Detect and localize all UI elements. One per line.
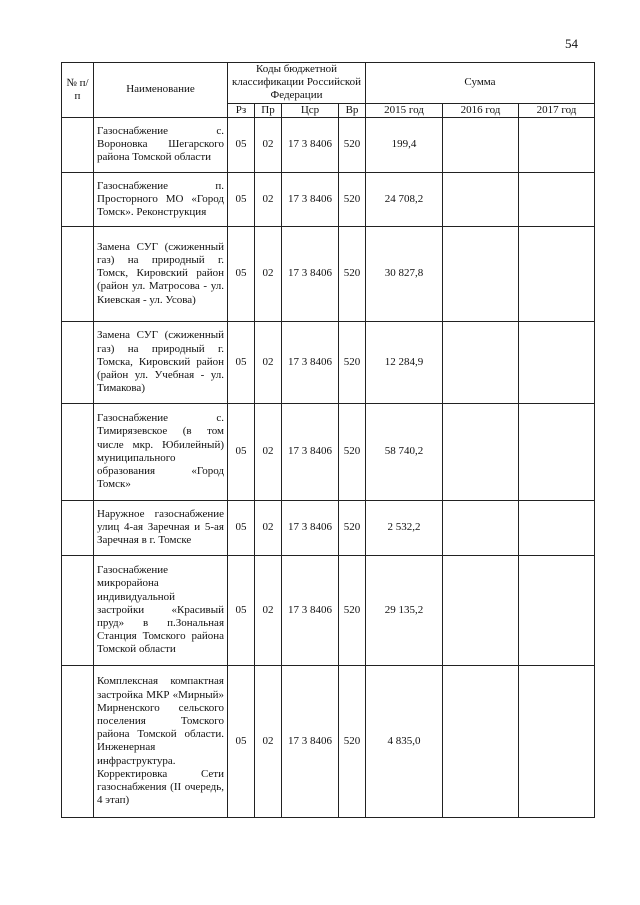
amount-2017-cell (519, 226, 595, 321)
row-number-cell (62, 500, 94, 555)
table-row (62, 665, 595, 817)
rz-cell: 05 (228, 403, 255, 500)
budget-table (61, 62, 595, 818)
pr-cell: 02 (255, 403, 282, 500)
name-cell: Замена СУГ (сжиженный газ) на природный г. Томска, Кировский район (район ул. Учебная - ул. Тимакова) (94, 321, 228, 403)
row-number-cell (62, 117, 94, 172)
column-header-pr: Пр (255, 103, 282, 117)
row-number-cell (62, 555, 94, 665)
amount-2015-cell: 199,4 (366, 117, 443, 172)
name-cell: Газоснабжение с. Тимирязевское (в том числе мкр. Юбилейный) муниципального образования «Город Томск» (94, 403, 228, 500)
amount-2017-cell (519, 117, 595, 172)
csr-cell: 17 3 8406 (282, 665, 339, 817)
table-row (62, 403, 595, 500)
table-body (62, 117, 595, 817)
header-row (62, 63, 595, 104)
amount-2017-cell (519, 555, 595, 665)
row-number-cell (62, 172, 94, 226)
table-row (62, 555, 595, 665)
column-header-vr: Вр (339, 103, 366, 117)
column-header-budget-codes: Коды бюджетной классификации Российской Федерации (228, 63, 366, 104)
pr-cell: 02 (255, 226, 282, 321)
table-row (62, 321, 595, 403)
amount-2016-cell (443, 555, 519, 665)
amount-2015-cell: 12 284,9 (366, 321, 443, 403)
amount-2016-cell (443, 403, 519, 500)
rz-cell: 05 (228, 665, 255, 817)
column-header-sum: Сумма (366, 63, 595, 104)
amount-2016-cell (443, 172, 519, 226)
name-cell: Комплексная компактная застройка МКР «Мирный» Мирненского сельского поселения Томского района Томской области. Инженерная инфраструктура. Корректировка Сети газоснабжения (II очередь, 4 этап) (94, 665, 228, 817)
column-header-2017: 2017 год (519, 103, 595, 117)
vr-cell: 520 (339, 321, 366, 403)
name-cell: Газоснабжение микрорайона индивидуальной застройки «Красивый пруд» в п.Зональная Станция Томского района Томской области (94, 555, 228, 665)
row-number-cell (62, 665, 94, 817)
pr-cell: 02 (255, 172, 282, 226)
amount-2016-cell (443, 665, 519, 817)
rz-cell: 05 (228, 555, 255, 665)
amount-2015-cell: 29 135,2 (366, 555, 443, 665)
table-row (62, 117, 595, 172)
rz-cell: 05 (228, 321, 255, 403)
row-number-cell (62, 403, 94, 500)
csr-cell: 17 3 8406 (282, 321, 339, 403)
rz-cell: 05 (228, 500, 255, 555)
amount-2016-cell (443, 117, 519, 172)
rz-cell: 05 (228, 172, 255, 226)
amount-2017-cell (519, 500, 595, 555)
amount-2016-cell (443, 500, 519, 555)
pr-cell: 02 (255, 665, 282, 817)
vr-cell: 520 (339, 172, 366, 226)
vr-cell: 520 (339, 500, 366, 555)
csr-cell: 17 3 8406 (282, 117, 339, 172)
amount-2015-cell: 58 740,2 (366, 403, 443, 500)
pr-cell: 02 (255, 500, 282, 555)
table-row (62, 500, 595, 555)
page-number: 54 (565, 36, 578, 51)
pr-cell: 02 (255, 117, 282, 172)
amount-2017-cell (519, 665, 595, 817)
pr-cell: 02 (255, 321, 282, 403)
amount-2015-cell: 30 827,8 (366, 226, 443, 321)
vr-cell: 520 (339, 555, 366, 665)
csr-cell: 17 3 8406 (282, 226, 339, 321)
name-cell: Газоснабжение с. Вороновка Шегарского района Томской области (94, 117, 228, 172)
amount-2017-cell (519, 321, 595, 403)
name-cell: Замена СУГ (сжиженный газ) на природный г. Томск, Кировский район (район ул. Матросова - ул. Киевская - ул. Усова) (94, 226, 228, 321)
vr-cell: 520 (339, 226, 366, 321)
row-number-cell (62, 321, 94, 403)
name-cell: Газоснабжение п. Просторного МО «Город Томск». Реконструкция (94, 172, 228, 226)
row-number-cell (62, 226, 94, 321)
rz-cell: 05 (228, 226, 255, 321)
amount-2016-cell (443, 226, 519, 321)
csr-cell: 17 3 8406 (282, 403, 339, 500)
column-header-name: Наименование (94, 63, 228, 118)
column-header-number: № п/п (62, 63, 94, 118)
amount-2015-cell: 4 835,0 (366, 665, 443, 817)
amount-2017-cell (519, 172, 595, 226)
table-row (62, 172, 595, 226)
name-cell: Наружное газоснабжение улиц 4-ая Заречная и 5-ая Заречная в г. Томске (94, 500, 228, 555)
table-row (62, 226, 595, 321)
csr-cell: 17 3 8406 (282, 172, 339, 226)
csr-cell: 17 3 8406 (282, 500, 339, 555)
amount-2017-cell (519, 403, 595, 500)
column-header-2016: 2016 год (443, 103, 519, 117)
column-header-rz: Рз (228, 103, 255, 117)
csr-cell: 17 3 8406 (282, 555, 339, 665)
amount-2016-cell (443, 321, 519, 403)
column-header-2015: 2015 год (366, 103, 443, 117)
vr-cell: 520 (339, 403, 366, 500)
rz-cell: 05 (228, 117, 255, 172)
amount-2015-cell: 2 532,2 (366, 500, 443, 555)
vr-cell: 520 (339, 117, 366, 172)
pr-cell: 02 (255, 555, 282, 665)
vr-cell: 520 (339, 665, 366, 817)
column-header-csr: Цср (282, 103, 339, 117)
amount-2015-cell: 24 708,2 (366, 172, 443, 226)
